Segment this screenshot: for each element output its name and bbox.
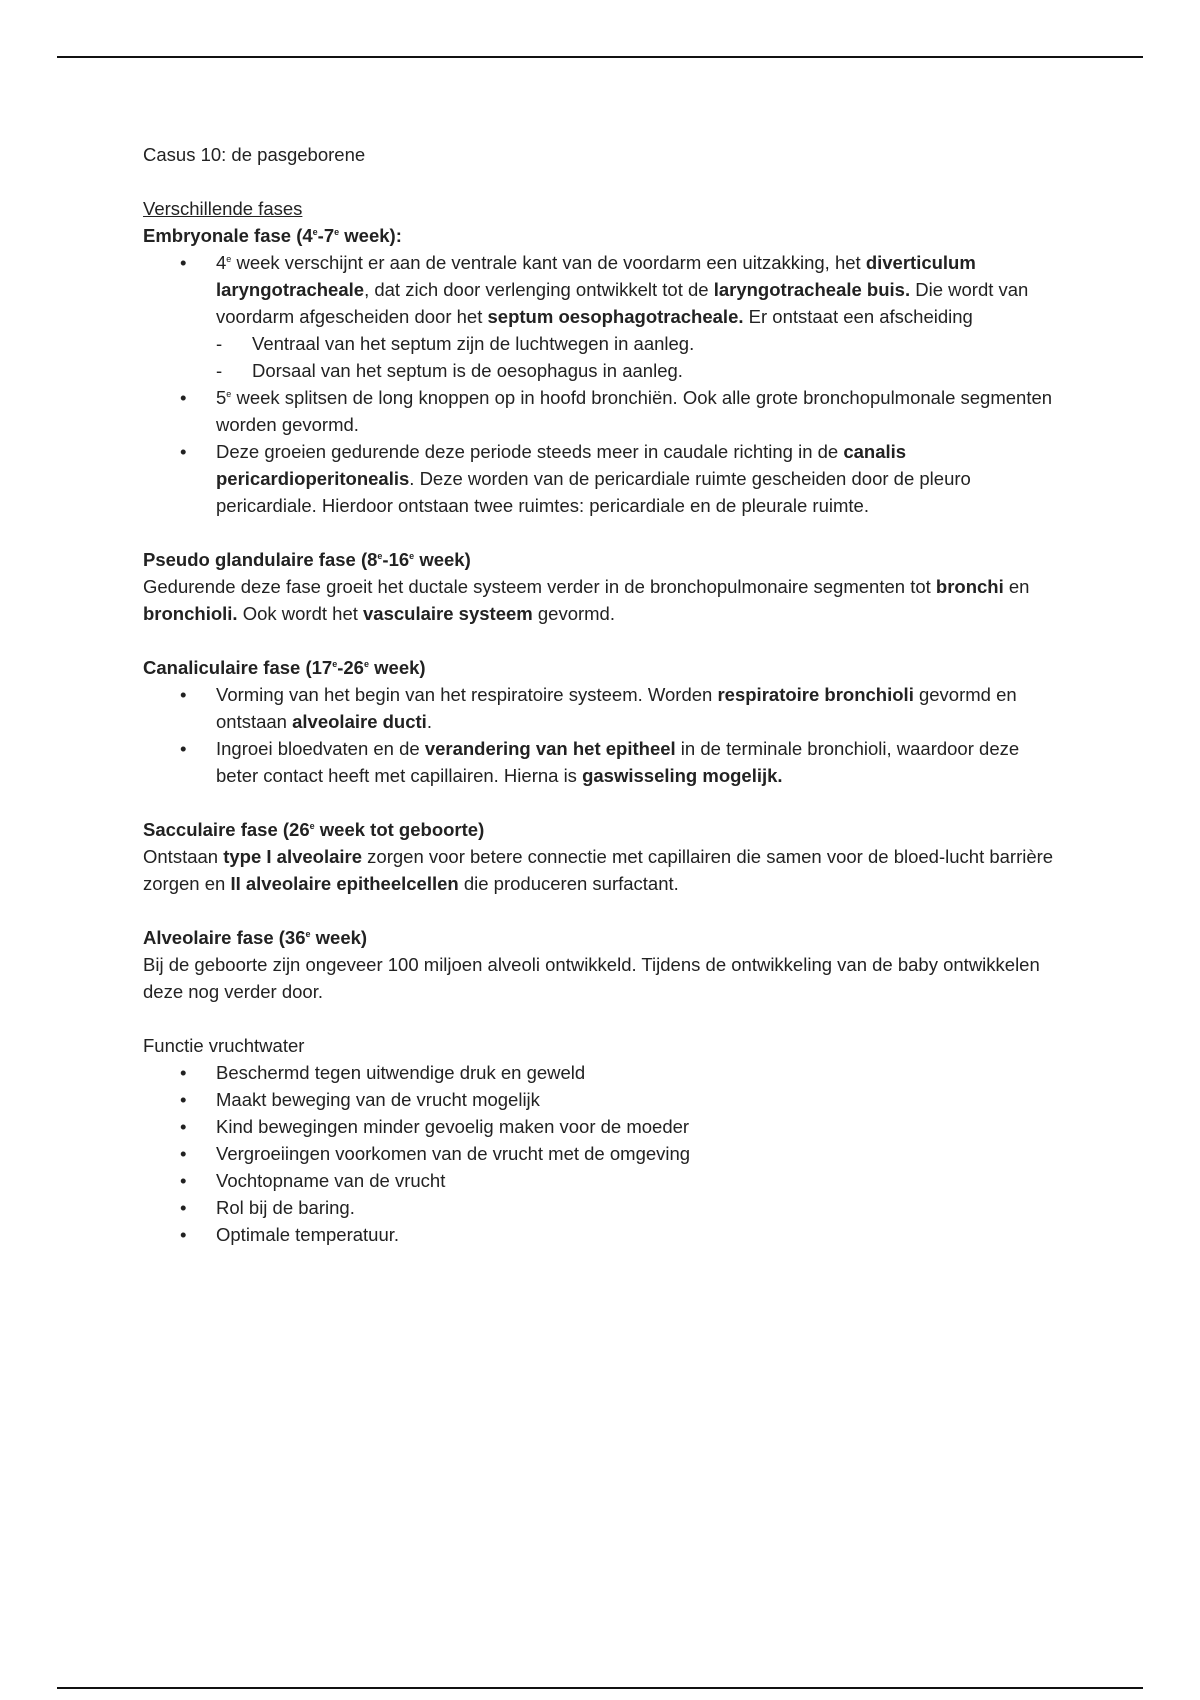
spacer: [143, 789, 1063, 816]
top-rule: [57, 56, 1143, 58]
spacer: [143, 1005, 1063, 1032]
embryonale-sub-list: [216, 330, 1063, 384]
spacer: [143, 519, 1063, 546]
pseudo-paragraph: Gedurende deze fase groeit het ductale systeem verder in de bronchopulmonaire segmenten tot bronchi en bronchioli. Ook wordt het vasculaire systeem gevormd.: [143, 576, 1030, 624]
list-item: • 5e week splitsen de long knoppen op in hoofd bronchiën. Ook alle grote bronchopulmonale segmenten worden gevormd.: [143, 384, 1063, 438]
section-heading: Verschillende fases: [143, 198, 303, 219]
list-item: • Optimale temperatuur.: [143, 1221, 1063, 1248]
list-item: • Vergroeiingen voorkomen van de vrucht met de omgeving: [143, 1140, 1063, 1167]
sub-list-item: - Ventraal van het septum zijn de luchtwegen in aanleg.: [216, 330, 1063, 357]
list-item: • Vochtopname van de vrucht: [143, 1167, 1063, 1194]
sacculaire-paragraph: Ontstaan type I alveolaire zorgen voor betere connectie met capillairen die samen voor de bloed-lucht barrière zorgen en II alveolaire epitheelcellen die produceren surfactant.: [143, 846, 1054, 894]
heading-functie-vruchtwater: Functie vruchtwater: [143, 1035, 305, 1056]
list-item: • Maakt beweging van de vrucht mogelijk: [143, 1086, 1063, 1113]
heading-pseudo-glandulaire-fase: Pseudo glandulaire fase (8e-16e week): [143, 549, 471, 570]
list-item: • Vorming van het begin van het respiratoire systeem. Worden respiratoire bronchioli gevormd en ontstaan alveolaire ducti.: [143, 681, 1063, 735]
list-item: • 4e week verschijnt er aan de ventrale kant van de voordarm een uitzakking, het diverticulum laryngotracheale, dat zich door verlenging ontwikkelt tot de laryngotracheale buis. Die wordt van voordarm afgescheiden door het septum oesophagotracheale. Er ontstaat een afscheiding - Ventraal van het septum zijn de luchtwegen in aanleg. - Dorsaal van het septum is de oesophagus in aanleg.: [143, 249, 1063, 384]
spacer: [143, 627, 1063, 654]
sub-list-item: - Dorsaal van het septum is de oesophagus in aanleg.: [216, 357, 1063, 384]
list-item: • Rol bij de baring.: [143, 1194, 1063, 1221]
canaliculaire-list: [143, 681, 1063, 789]
list-item: • Ingroei bloedvaten en de verandering van het epitheel in de terminale bronchioli, waardoor deze beter contact heeft met capillairen. Hierna is gaswisseling mogelijk.: [143, 735, 1063, 789]
heading-alveolaire-fase: Alveolaire fase (36e week): [143, 927, 368, 948]
list-item: • Kind bewegingen minder gevoelig maken voor de moeder: [143, 1113, 1063, 1140]
heading-embryonale-fase: Embryonale fase (4e-7e week):: [143, 225, 402, 246]
heading-sacculaire-fase: Sacculaire fase (26e week tot geboorte): [143, 819, 485, 840]
document-body: [143, 141, 1063, 1248]
spacer: [143, 168, 1063, 195]
list-item: • Deze groeien gedurende deze periode steeds meer in caudale richting in de canalis pericardioperitonealis. Deze worden van de pericardiale ruimte gescheiden door de pleuro pericardiale. Hierdoor ontstaan twee ruimtes: pericardiale en de pleurale ruimte.: [143, 438, 1063, 519]
spacer: [143, 897, 1063, 924]
document-title: Casus 10: de pasgeborene: [143, 144, 366, 165]
vruchtwater-list: [143, 1059, 1063, 1248]
bottom-rule: [57, 1687, 1143, 1689]
embryonale-list: [143, 249, 1063, 519]
heading-canaliculaire-fase: Canaliculaire fase (17e-26e week): [143, 657, 426, 678]
alveolaire-paragraph: Bij de geboorte zijn ongeveer 100 miljoen alveoli ontwikkeld. Tijdens de ontwikkeling van de baby ontwikkelen deze nog verder door.: [143, 954, 1040, 1002]
list-item: • Beschermd tegen uitwendige druk en geweld: [143, 1059, 1063, 1086]
